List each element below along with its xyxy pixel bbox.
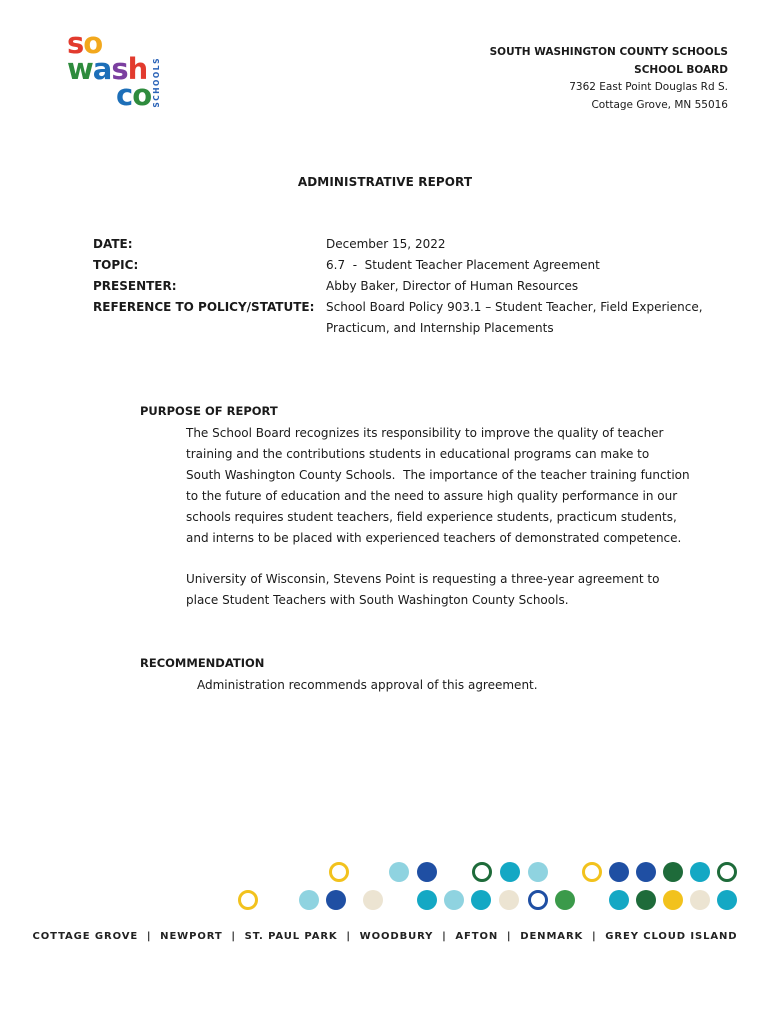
reference-value-line-1: School Board Policy 903.1 – Student Teacher, Field Experience, (326, 300, 703, 314)
decorative-dots (0, 850, 770, 920)
presenter-value: Abby Baker, Director of Human Resources (326, 279, 579, 293)
report-meta (93, 234, 733, 339)
logo-line-3: co (116, 78, 152, 112)
dot (663, 862, 683, 882)
purpose-line: South Washington County Schools. The importance of the teacher training function (186, 468, 690, 482)
dot (528, 890, 548, 910)
date-label: DATE: (93, 237, 133, 251)
dot (582, 862, 602, 882)
dot (471, 890, 491, 910)
purpose-line: and interns to be placed with experienced teachers of demonstrated competence. (186, 531, 682, 545)
dot (326, 890, 346, 910)
dot (717, 890, 737, 910)
meta-row-topic (93, 255, 733, 276)
dot (417, 862, 437, 882)
header-address-block (490, 44, 728, 114)
footer-towns: COTTAGE GROVE | NEWPORT | ST. PAUL PARK | WOODBURY | AFTON | DENMARK | GREY CLOUD ISLAND (32, 931, 738, 942)
topic-label: TOPIC: (93, 258, 139, 272)
dot (389, 862, 409, 882)
purpose-heading: PURPOSE OF REPORT (140, 404, 278, 418)
report-title: ADMINISTRATIVE REPORT (297, 175, 473, 189)
dot (500, 862, 520, 882)
department-name: SCHOOL BOARD (634, 63, 728, 76)
purpose-line: The School Board recognizes its responsibility to improve the quality of teacher (186, 426, 664, 440)
presenter-label: PRESENTER: (93, 279, 177, 293)
address-line-2: Cottage Grove, MN 55016 (591, 98, 728, 111)
org-name: SOUTH WASHINGTON COUNTY SCHOOLS (489, 46, 728, 58)
date-value: December 15, 2022 (326, 237, 446, 251)
dot (472, 862, 492, 882)
reference-value-line-2: Practicum, and Internship Placements (326, 321, 554, 335)
reference-label: REFERENCE TO POLICY/STATUTE: (93, 300, 315, 314)
dot (299, 890, 319, 910)
dot (417, 890, 437, 910)
purpose-line: schools requires student teachers, field experience students, practicum students, (186, 510, 677, 524)
dot (329, 862, 349, 882)
purpose-paragraph-2 (186, 569, 741, 611)
dot (609, 862, 629, 882)
dot (690, 890, 710, 910)
dot (717, 862, 737, 882)
dot (499, 890, 519, 910)
logo-line-2: wash (67, 52, 148, 86)
recommendation-text: Administration recommends approval of this agreement. (197, 678, 538, 692)
dot (609, 890, 629, 910)
logo-schools-text: SCHOOLS (152, 57, 161, 108)
reference-value (326, 297, 733, 339)
dot (528, 862, 548, 882)
purpose-line: place Student Teachers with South Washington County Schools. (186, 593, 569, 607)
purpose-line: training and the contributions students in educational programs can make to (186, 447, 650, 461)
purpose-paragraph-1 (186, 423, 741, 549)
meta-row-reference (93, 297, 733, 339)
dot (636, 890, 656, 910)
purpose-line: University of Wisconsin, Stevens Point is requesting a three-year agreement to (186, 572, 660, 586)
meta-row-presenter (93, 276, 733, 297)
recommendation-heading: RECOMMENDATION (140, 656, 265, 670)
dot (555, 890, 575, 910)
address-line-1: 7362 East Point Douglas Rd S. (569, 81, 728, 93)
dot (636, 862, 656, 882)
dot (663, 890, 683, 910)
purpose-line: to the future of education and the need to assure high quality performance in our (186, 489, 678, 503)
dot (444, 890, 464, 910)
dot (363, 890, 383, 910)
sowashco-logo (64, 28, 174, 118)
logo-line-1: so (67, 26, 103, 60)
dot (238, 890, 258, 910)
dot (690, 862, 710, 882)
topic-value: 6.7 - Student Teacher Placement Agreement (326, 258, 600, 272)
meta-row-date (93, 234, 733, 255)
